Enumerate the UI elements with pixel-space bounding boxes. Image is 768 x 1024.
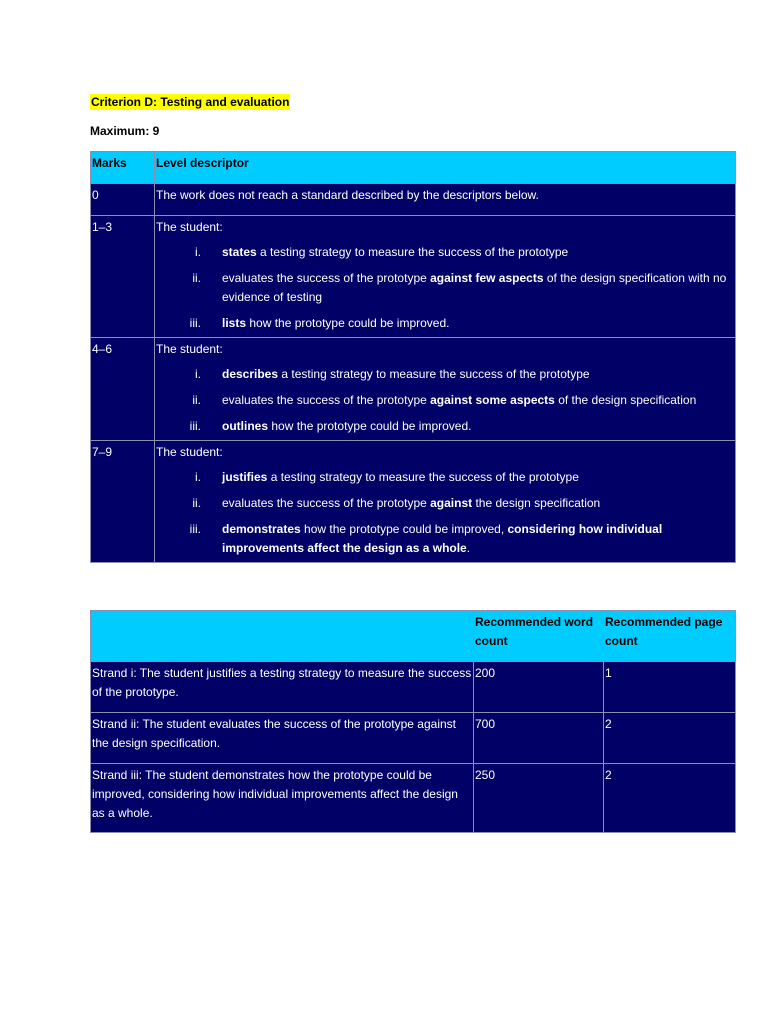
rubric-header-row xyxy=(91,152,736,184)
descriptor-list xyxy=(156,243,734,337)
emphasis-text: against xyxy=(430,496,473,510)
page-count-header: Recommended page count xyxy=(604,611,736,662)
item-numeral: iii. xyxy=(189,419,201,433)
item-text: a testing strategy to measure the success of the prototype xyxy=(267,470,579,484)
item-text: how the prototype could be improved. xyxy=(268,419,472,433)
marks-band: 7–9 xyxy=(91,441,155,563)
descriptor-cell xyxy=(155,216,736,338)
word-count-value: 250 xyxy=(474,764,604,833)
item-text: evaluates the success of the prototype xyxy=(222,393,431,407)
item-numeral: i. xyxy=(195,245,201,259)
descriptor-item xyxy=(156,243,734,262)
word-count-header: Recommended word count xyxy=(474,611,604,662)
word-count-header-row xyxy=(91,611,736,662)
marks-header: Marks xyxy=(91,152,155,184)
word-count-table xyxy=(90,610,736,833)
item-numeral: ii. xyxy=(192,393,201,407)
item-text: how the prototype could be improved. xyxy=(246,316,450,330)
page-count-value: 2 xyxy=(604,713,736,764)
strand-description: Strand i: The student justifies a testing strategy to measure the success of the prototype. xyxy=(91,662,474,713)
descriptor-cell xyxy=(155,184,736,216)
word-count-value: 200 xyxy=(474,662,604,713)
emphasis-text: considering how individual improvements affect the design as a whole xyxy=(222,522,663,555)
command-term: outlines xyxy=(222,419,269,433)
command-term: lists xyxy=(222,316,247,330)
item-text: the design specification xyxy=(472,496,601,510)
word-count-value: 700 xyxy=(474,713,604,764)
command-term: justifies xyxy=(222,470,268,484)
command-term: states xyxy=(222,245,257,259)
item-text: of the design specification xyxy=(554,393,697,407)
descriptor-item xyxy=(156,494,734,513)
criterion-heading: Criterion D: Testing and evaluation xyxy=(91,95,290,109)
rubric-table xyxy=(90,151,736,563)
descriptor-intro: The work does not reach a standard described by the descriptors below. xyxy=(156,188,539,202)
descriptor-cell xyxy=(155,338,736,441)
descriptor-item xyxy=(156,417,734,436)
emphasis-text: against few aspects xyxy=(430,271,544,285)
strand-header xyxy=(91,611,474,662)
item-numeral: i. xyxy=(195,470,201,484)
page-count-value: 1 xyxy=(604,662,736,713)
strand-row xyxy=(91,662,736,713)
item-numeral: ii. xyxy=(192,496,201,510)
descriptor-intro: The student: xyxy=(156,342,223,356)
descriptor-list xyxy=(156,365,734,440)
command-term: describes xyxy=(222,367,279,381)
strand-description: Strand ii: The student evaluates the success of the prototype against the design specification. xyxy=(91,713,474,764)
descriptor-item xyxy=(156,314,734,333)
descriptor-intro: The student: xyxy=(156,220,223,234)
descriptor-item xyxy=(156,391,734,410)
marks-band: 4–6 xyxy=(91,338,155,441)
marks-band: 1–3 xyxy=(91,216,155,338)
strand-row xyxy=(91,713,736,764)
rubric-row xyxy=(91,216,736,338)
item-text: . xyxy=(466,541,471,555)
marks-band: 0 xyxy=(91,184,155,216)
descriptor-item xyxy=(156,269,734,307)
item-numeral: iii. xyxy=(189,522,201,536)
descriptor-list xyxy=(156,468,734,562)
item-text: how the prototype could be improved, xyxy=(300,522,508,536)
strand-description: Strand iii: The student demonstrates how the prototype could be improved, considering how individual improvements affect the design as a whole. xyxy=(91,764,474,833)
page-count-value: 2 xyxy=(604,764,736,833)
descriptor-item xyxy=(156,520,734,558)
item-text: a testing strategy to measure the success of the prototype xyxy=(278,367,590,381)
item-text: a testing strategy to measure the success of the prototype xyxy=(256,245,569,259)
item-numeral: iii. xyxy=(189,316,201,330)
descriptor-header: Level descriptor xyxy=(155,152,736,184)
item-text: of the design specification with no evidence of testing xyxy=(222,271,727,304)
item-text: evaluates the success of the prototype xyxy=(222,496,431,510)
descriptor-item xyxy=(156,468,734,487)
rubric-row xyxy=(91,184,736,216)
descriptor-cell xyxy=(155,441,736,563)
descriptor-item xyxy=(156,365,734,384)
maximum-marks: Maximum: 9 xyxy=(90,124,160,138)
rubric-row xyxy=(91,441,736,563)
emphasis-text: against some aspects xyxy=(430,393,555,407)
item-text: evaluates the success of the prototype xyxy=(222,271,431,285)
item-numeral: ii. xyxy=(192,271,201,285)
rubric-row xyxy=(91,338,736,441)
strand-row xyxy=(91,764,736,833)
descriptor-intro: The student: xyxy=(156,445,223,459)
command-term: demonstrates xyxy=(222,522,301,536)
item-numeral: i. xyxy=(195,367,201,381)
